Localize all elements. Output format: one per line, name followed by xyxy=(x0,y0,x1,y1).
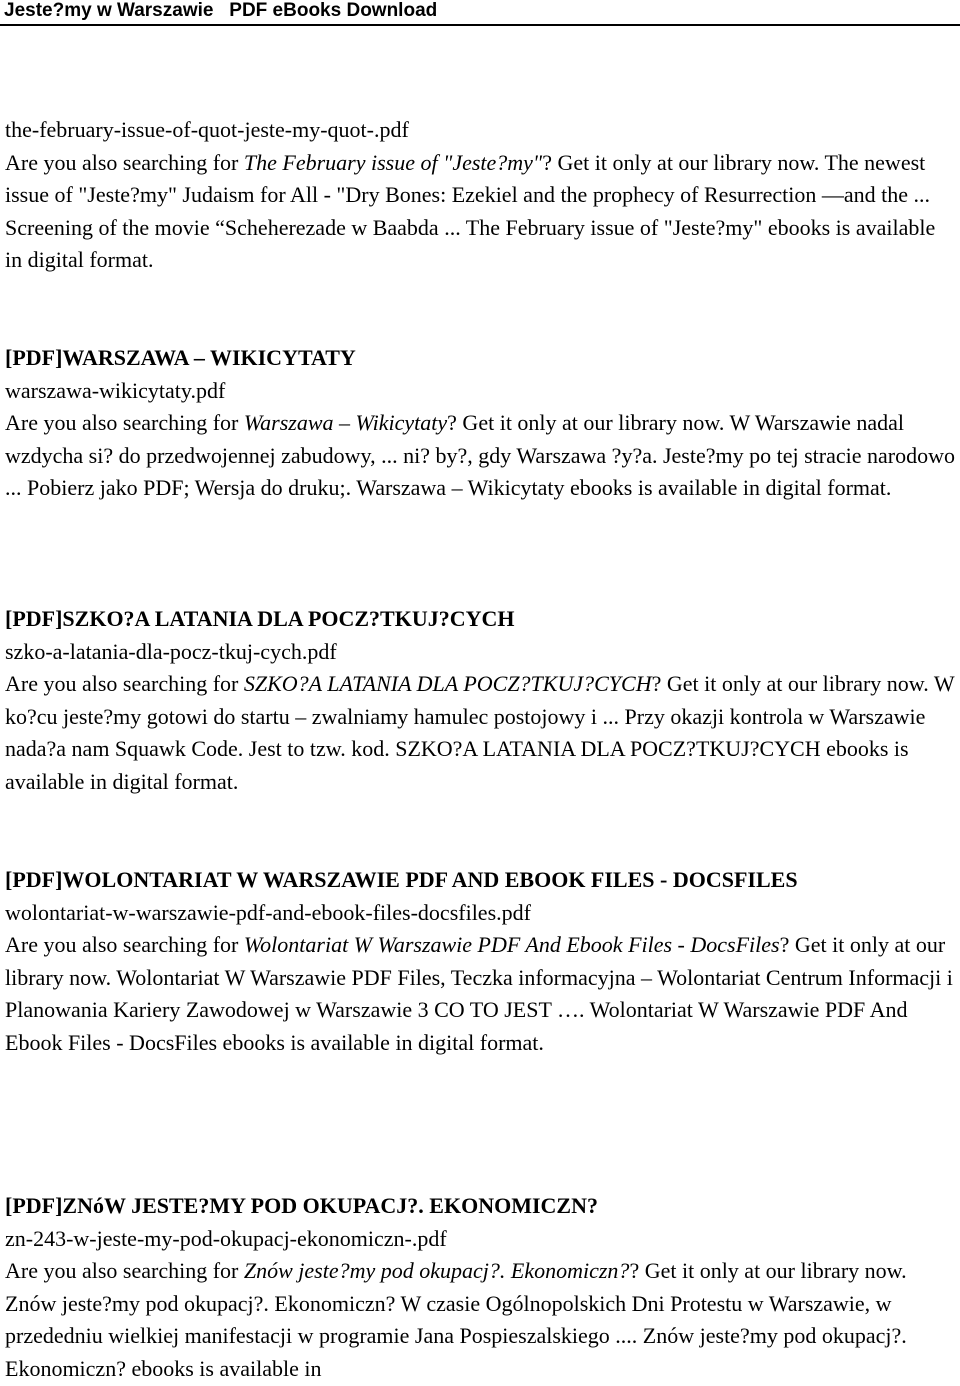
description-text: ? Get it only at our library now. W Warszawie nadal wzdycha si? do przedwojennej zabudowy, ... ni? by?, gdy Warszawa ?y?a. Jeste?my po tej stracie narodowo ... Pobierz jako PDF; Wersja do druku;. Warszawa – Wikicytaty ebooks is available in digital format. xyxy=(5,410,955,500)
result-description xyxy=(5,929,955,1059)
result-filename: warszawa-wikicytaty.pdf xyxy=(5,377,226,403)
result-title[interactable]: [PDF]SZKO?A LATANIA DLA POCZ?TKUJ?CYCH xyxy=(5,606,515,631)
result-title[interactable]: [PDF]WOLONTARIAT W WARSZAWIE PDF AND EBOOK FILES - DOCSFILES xyxy=(5,867,798,892)
description-title: Warszawa – Wikicytaty xyxy=(243,410,448,435)
header-title: Jeste?my w Warszawie PDF eBooks Download xyxy=(4,0,438,21)
result-description xyxy=(5,668,955,798)
description-prefix: Are you also searching for xyxy=(5,932,244,957)
result-description xyxy=(5,147,955,277)
result-title[interactable]: [PDF]ZNóW JESTE?MY POD OKUPACJ?. EKONOMICZN? xyxy=(5,1193,598,1218)
description-text: ? Get it only at our library now. Wolontariat W Warszawie PDF Files, Teczka informacyjna – Wolontariat Centrum Informacji i Planowania Kariery Zawodowej w Warszawie 3 CO TO JEST …. Wolontariat W Warszawie PDF And Ebook Files - DocsFiles ebooks is available in digital format. xyxy=(5,932,953,1055)
description-prefix: Are you also searching for xyxy=(5,410,244,435)
description-title: The February issue of "Jeste?my" xyxy=(243,149,543,175)
description-prefix: Are you also searching for xyxy=(5,671,244,696)
description-text: ? Get it only at our library now. W ko?cu jeste?my gotowi do startu – zwalniamy hamulec postojowy i ... Przy okazji kontrola w Warszawie nada?a nam Squawk Code. Jest to tzw. kod. SZKO?A LATANIA DLA POCZ?TKUJ?CYCH ebooks is available in digital format. xyxy=(5,671,955,794)
result-entry xyxy=(5,603,955,798)
description-text: ? Get it only at our library now. Znów jeste?my pod okupacj?. Ekonomiczn? W czasie Ogólnopolskich Dni Protestu w Warszawie, w przededniu wielkiej manifestacji w programie Jana Pospieszalskiego .... Znów jeste?my pod okupacj?. Ekonomiczn? ebooks is available in xyxy=(5,1258,907,1381)
result-filename: wolontariat-w-warszawie-pdf-and-ebook-files-docsfiles.pdf xyxy=(5,899,531,925)
result-entry xyxy=(5,864,955,1059)
result-description xyxy=(5,1255,955,1385)
description-prefix: Are you also searching for xyxy=(5,149,244,175)
result-filename: zn-243-w-jeste-my-pod-okupacj-ekonomiczn-.pdf xyxy=(5,1225,447,1251)
description-text: ? Get it only at our library now. The newest issue of "Jeste?my" Judaism for All - "Dry Bones: Ezekiel and the prophecy of Resurrection —and the ... Screening of the movie “Scheherezade w Baabda ... The February issue of "Jeste?my" ebooks is available in digital format. xyxy=(5,149,936,272)
result-title[interactable]: [PDF]WARSZAWA – WIKICYTATY xyxy=(5,345,356,370)
header-divider xyxy=(0,24,960,26)
result-entry xyxy=(5,114,955,277)
result-entry xyxy=(5,1190,955,1385)
description-prefix: Are you also searching for xyxy=(5,1258,244,1283)
result-description xyxy=(5,407,955,505)
description-title: SZKO?A LATANIA DLA POCZ?TKUJ?CYCH xyxy=(243,671,652,696)
description-title: Znów jeste?my pod okupacj?. Ekonomiczn? xyxy=(243,1258,630,1283)
description-title: Wolontariat W Warszawie PDF And Ebook Files - DocsFiles xyxy=(243,932,780,957)
result-filename: the-february-issue-of-quot-jeste-my-quot-.pdf xyxy=(5,117,409,142)
result-entry xyxy=(5,342,955,505)
page-header xyxy=(0,0,960,22)
result-filename: szko-a-latania-dla-pocz-tkuj-cych.pdf xyxy=(5,638,337,664)
